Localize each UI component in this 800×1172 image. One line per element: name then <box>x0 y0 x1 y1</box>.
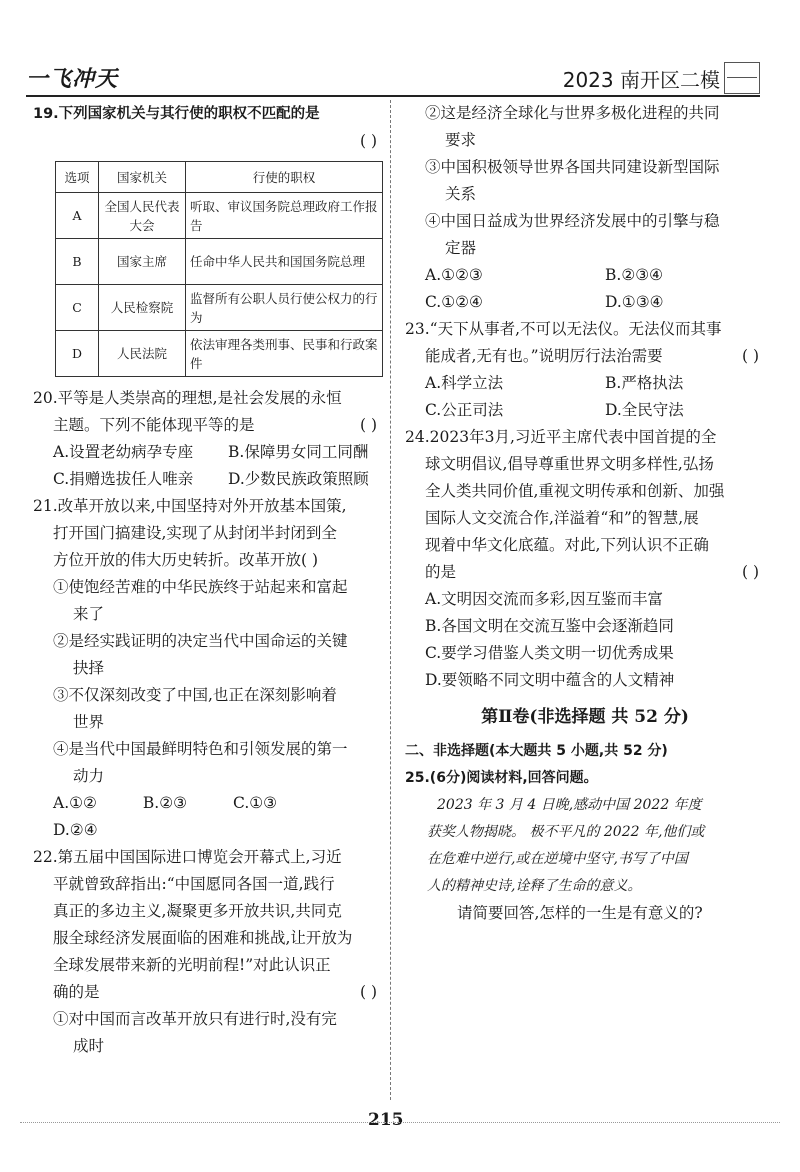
q25-material-line: 在危难中逆行,或在逆境中坚守,书写了中国 <box>427 851 688 867</box>
q22-item-4-cont: 定器 <box>445 239 477 257</box>
q21-item-2: ②是经实践证明的决定当代中国命运的关键 <box>53 632 348 650</box>
q23-line: 能成者,无有也。”说明厉行法治需要 <box>425 347 663 365</box>
q21-option-b: B.②③ <box>142 794 188 812</box>
left-column <box>33 100 383 1060</box>
q20-answer-paren: ( ) <box>359 416 377 434</box>
q19-row-d-organ: 人民法院 <box>99 331 186 377</box>
q19-header-organ: 国家机关 <box>99 162 186 193</box>
question-22-continued <box>405 100 765 316</box>
question-19 <box>33 100 383 377</box>
q20-option-d: D.少数民族政策照顾 <box>228 470 369 488</box>
question-20 <box>33 385 383 493</box>
q22-answer-paren: ( ) <box>359 983 377 1001</box>
q23-option-c: C.公正司法 <box>425 401 504 419</box>
q19-row-b-organ: 国家主席 <box>99 239 186 285</box>
q24-line: 24.2023年3月,习近平主席代表中国首提的全 <box>405 428 717 446</box>
question-23 <box>405 316 765 424</box>
q24-answer-paren: ( ) <box>741 563 759 581</box>
q23-option-a: A.科学立法 <box>425 374 504 392</box>
question-24 <box>405 424 765 694</box>
q19-header-option: 选项 <box>56 162 99 193</box>
q22-line: 22.第五届中国国际进口博览会开幕式上,习近 <box>33 848 342 866</box>
q22-item-2: ②这是经济全球化与世界多极化进程的共同 <box>425 104 720 122</box>
q19-header-power: 行使的职权 <box>186 162 383 193</box>
q24-line: 现着中华文化底蕴。对此,下列认识不正确 <box>425 536 709 554</box>
q25-question: 请简要回答,怎样的一生是有意义的? <box>457 904 703 922</box>
section-2-subtitle: 二、非选择题(本大题共 5 小题,共 52 分) <box>405 743 668 759</box>
q19-table <box>55 161 383 377</box>
q22-option-a: A.①②③ <box>425 266 483 284</box>
q19-row-b-option: B <box>56 239 99 285</box>
question-21 <box>33 493 383 844</box>
footer-rule <box>20 1122 780 1123</box>
q21-item-2-cont: 抉择 <box>73 659 105 677</box>
q22-item-3-cont: 关系 <box>445 185 477 203</box>
q19-row-d-option: D <box>56 331 99 377</box>
exam-title: 2023 南开区二模 <box>562 68 720 92</box>
q21-option-d: D.②④ <box>53 821 98 839</box>
section-2-title: 第Ⅱ卷(非选择题 共 52 分) <box>481 707 689 727</box>
right-column <box>405 100 765 927</box>
q21-item-3-cont: 世界 <box>73 713 105 731</box>
q21-item-4-cont: 动力 <box>73 767 105 785</box>
q19-row-b-power: 任命中华人民共和国国务院总理 <box>186 239 383 285</box>
q22-item-1-cont: 成时 <box>73 1037 105 1055</box>
column-divider <box>390 100 391 1100</box>
question-22 <box>33 844 383 1060</box>
q25-material-line: 获奖人物揭晓。 极不平凡的 2022 年,他们或 <box>427 824 705 840</box>
q19-row-d-power: 依法审理各类刑事、民事和行政案件 <box>186 331 383 377</box>
q25-material-line: 2023 年 3 月 4 日晚,感动中国 2022 年度 <box>437 797 702 813</box>
q24-option-b: B.各国文明在交流互鉴中会逐渐趋同 <box>425 617 674 635</box>
q20-option-b: B.保障男女同工同酬 <box>228 443 369 461</box>
q21-item-1-cont: 来了 <box>73 605 105 623</box>
q24-option-c: C.要学习借鉴人类文明一切优秀成果 <box>425 644 674 662</box>
q22-item-2-cont: 要求 <box>445 131 477 149</box>
q19-stem: 19.下列国家机关与其行使的职权不匹配的是 <box>33 106 320 122</box>
q23-option-b: B.严格执法 <box>605 374 684 392</box>
q24-line: 球文明倡议,倡导尊重世界文明多样性,弘扬 <box>425 455 714 473</box>
q23-option-d: D.全民守法 <box>605 401 684 419</box>
q21-item-1: ①使饱经苦难的中华民族终于站起来和富起 <box>53 578 348 596</box>
q24-line: 的是 <box>425 563 457 581</box>
q22-line: 确的是 <box>53 983 100 1001</box>
q24-option-a: A.文明因交流而多彩,因互鉴而丰富 <box>425 590 664 608</box>
q20-option-c: C.捐赠选拔任人唯亲 <box>53 470 194 488</box>
q22-line: 平就曾致辞指出:“中国愿同各国一道,践行 <box>53 875 335 893</box>
q20-stem-line-1: 20.平等是人类崇高的理想,是社会发展的永恒 <box>33 389 342 407</box>
q21-option-c: C.①③ <box>233 794 278 812</box>
q22-item-4: ④中国日益成为世界经济发展中的引擎与稳 <box>425 212 720 230</box>
q25-material-line: 人的精神史诗,诠释了生命的意义。 <box>427 878 642 894</box>
header-rule <box>26 95 760 97</box>
q19-row-c-power: 监督所有公职人员行使公权力的行为 <box>186 285 383 331</box>
q22-item-1: ①对中国而言改革开放只有进行时,没有完 <box>53 1010 337 1028</box>
q23-answer-paren: ( ) <box>741 347 759 365</box>
q22-line: 真正的多边主义,凝聚更多开放共识,共同克 <box>53 902 342 920</box>
q21-item-4: ④是当代中国最鲜明特色和引领发展的第一 <box>53 740 348 758</box>
brand-logo: 一飞冲天 <box>26 67 119 92</box>
q20-stem-line-2: 主题。下列不能体现平等的是 <box>53 416 255 434</box>
page-number: 215 <box>368 1110 404 1130</box>
q24-line: 国际人文交流合作,洋溢着“和”的智慧,展 <box>425 509 699 527</box>
q21-line: 打开国门搞建设,实现了从封闭半封闭到全 <box>53 524 337 542</box>
q22-line: 服全球经济发展面临的困难和挑战,让开放为 <box>53 929 353 947</box>
q19-answer-paren: ( ) <box>359 132 377 150</box>
q23-line: 23.“天下从事者,不可以无法仪。无法仪而其事 <box>405 320 722 338</box>
q24-line: 全人类共同价值,重视文明传承和创新、加强 <box>425 482 725 500</box>
q22-line: 全球发展带来新的光明前程!”对此认识正 <box>53 956 331 974</box>
corner-stamp <box>724 62 760 94</box>
q19-row-a-organ: 全国人民代表大会 <box>99 193 186 239</box>
q22-option-c: C.①②④ <box>425 293 483 311</box>
q25-stem: 25.(6分)阅读材料,回答问题。 <box>405 770 598 786</box>
q19-row-a-power: 听取、审议国务院总理政府工作报告 <box>186 193 383 239</box>
q19-row-a-option: A <box>56 193 99 239</box>
q22-option-d: D.①③④ <box>605 293 664 311</box>
q24-option-d: D.要领略不同文明中蕴含的人文精神 <box>425 671 675 689</box>
q21-line: 21.改革开放以来,中国坚持对外开放基本国策, <box>33 497 347 515</box>
question-25 <box>405 765 765 927</box>
q21-item-3: ③不仅深刻改变了中国,也正在深刻影响着 <box>53 686 337 704</box>
q21-option-a: A.①② <box>53 794 97 812</box>
q22-option-b: B.②③④ <box>605 266 664 284</box>
q22-item-3: ③中国积极领导世界各国共同建设新型国际 <box>425 158 720 176</box>
q20-option-a: A.设置老幼病孕专座 <box>53 443 194 461</box>
q19-row-c-organ: 人民检察院 <box>99 285 186 331</box>
q19-row-c-option: C <box>56 285 99 331</box>
q21-line: 方位开放的伟大历史转折。改革开放( ) <box>53 551 319 569</box>
